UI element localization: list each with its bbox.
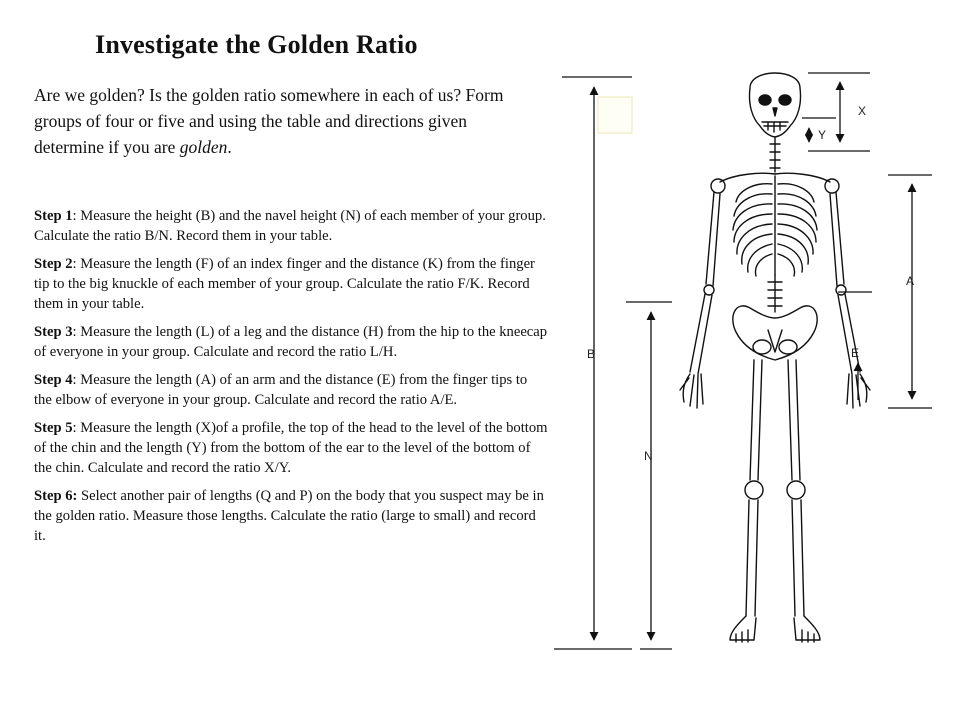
step-sep: : — [72, 256, 77, 272]
step-label: Step 1 — [34, 208, 73, 224]
step-text: Measure the height (B) and the navel height (N) of each member of your group. Calculate the ratio B/N. Record them in your table. — [34, 208, 546, 244]
label-e: E — [851, 346, 860, 360]
step-2 — [34, 254, 548, 314]
label-a: A — [906, 274, 915, 288]
arm-a-dimension — [888, 175, 932, 408]
skeleton-figure — [540, 60, 940, 660]
step-label: Step 6: — [34, 488, 78, 504]
highlight-box — [598, 97, 632, 133]
step-text: Select another pair of lengths (Q and P) on the body that you suspect may be in the golden ratio. Measure those lengths. Calculate the ratio (large to small) and record it. — [34, 488, 544, 544]
step-text: Measure the length (F) of an index finger and the distance (K) from the finger tip to the big knuckle of each member of your group. Calculate the ratio F/K. Record them in your table. — [34, 256, 535, 312]
intro-paragraph — [34, 82, 534, 160]
step-label: Step 4 — [34, 372, 73, 388]
height-n-dimension — [626, 302, 672, 649]
intro-end: . — [227, 137, 232, 157]
skeleton-icon — [680, 73, 870, 642]
label-x: X — [858, 104, 867, 118]
step-sep: : — [72, 420, 77, 436]
steps-list — [34, 206, 548, 554]
step-text: Measure the length (A) of an arm and the distance (E) from the finger tips to the elbow of everyone in your group. Calculate and record the ratio A/E. — [34, 372, 528, 408]
intro-emphasis: golden — [179, 137, 228, 157]
label-n: N — [644, 449, 653, 463]
step-label: Step 2 — [34, 256, 73, 272]
intro-text: Are we golden? Is the golden ratio somewhere in each of us? Form groups of four or five and using the table and directions given determine if you are — [34, 85, 504, 157]
step-label: Step 3 — [34, 324, 73, 340]
step-1 — [34, 206, 548, 246]
step-6 — [34, 486, 548, 546]
step-4 — [34, 370, 548, 410]
step-sep: : — [72, 324, 77, 340]
step-sep: : — [72, 208, 77, 224]
step-sep: : — [72, 372, 77, 388]
height-b-dimension — [554, 77, 632, 649]
step-label: Step 5 — [34, 420, 73, 436]
label-y: Y — [818, 128, 827, 142]
step-5 — [34, 418, 548, 478]
step-text: Measure the length (L) of a leg and the distance (H) from the hip to the kneecap of everyone in your group. Calculate and record the ratio L/H. — [34, 324, 548, 360]
page-title: Investigate the Golden Ratio — [95, 30, 418, 59]
step-text: Measure the length (X)of a profile, the top of the head to the level of the bottom of the chin and the length (Y) from the bottom of the ear to the level of the bottom of the chin. Calculate and record the ratio X/Y. — [34, 420, 548, 476]
label-b: B — [587, 347, 596, 361]
step-3 — [34, 322, 548, 362]
